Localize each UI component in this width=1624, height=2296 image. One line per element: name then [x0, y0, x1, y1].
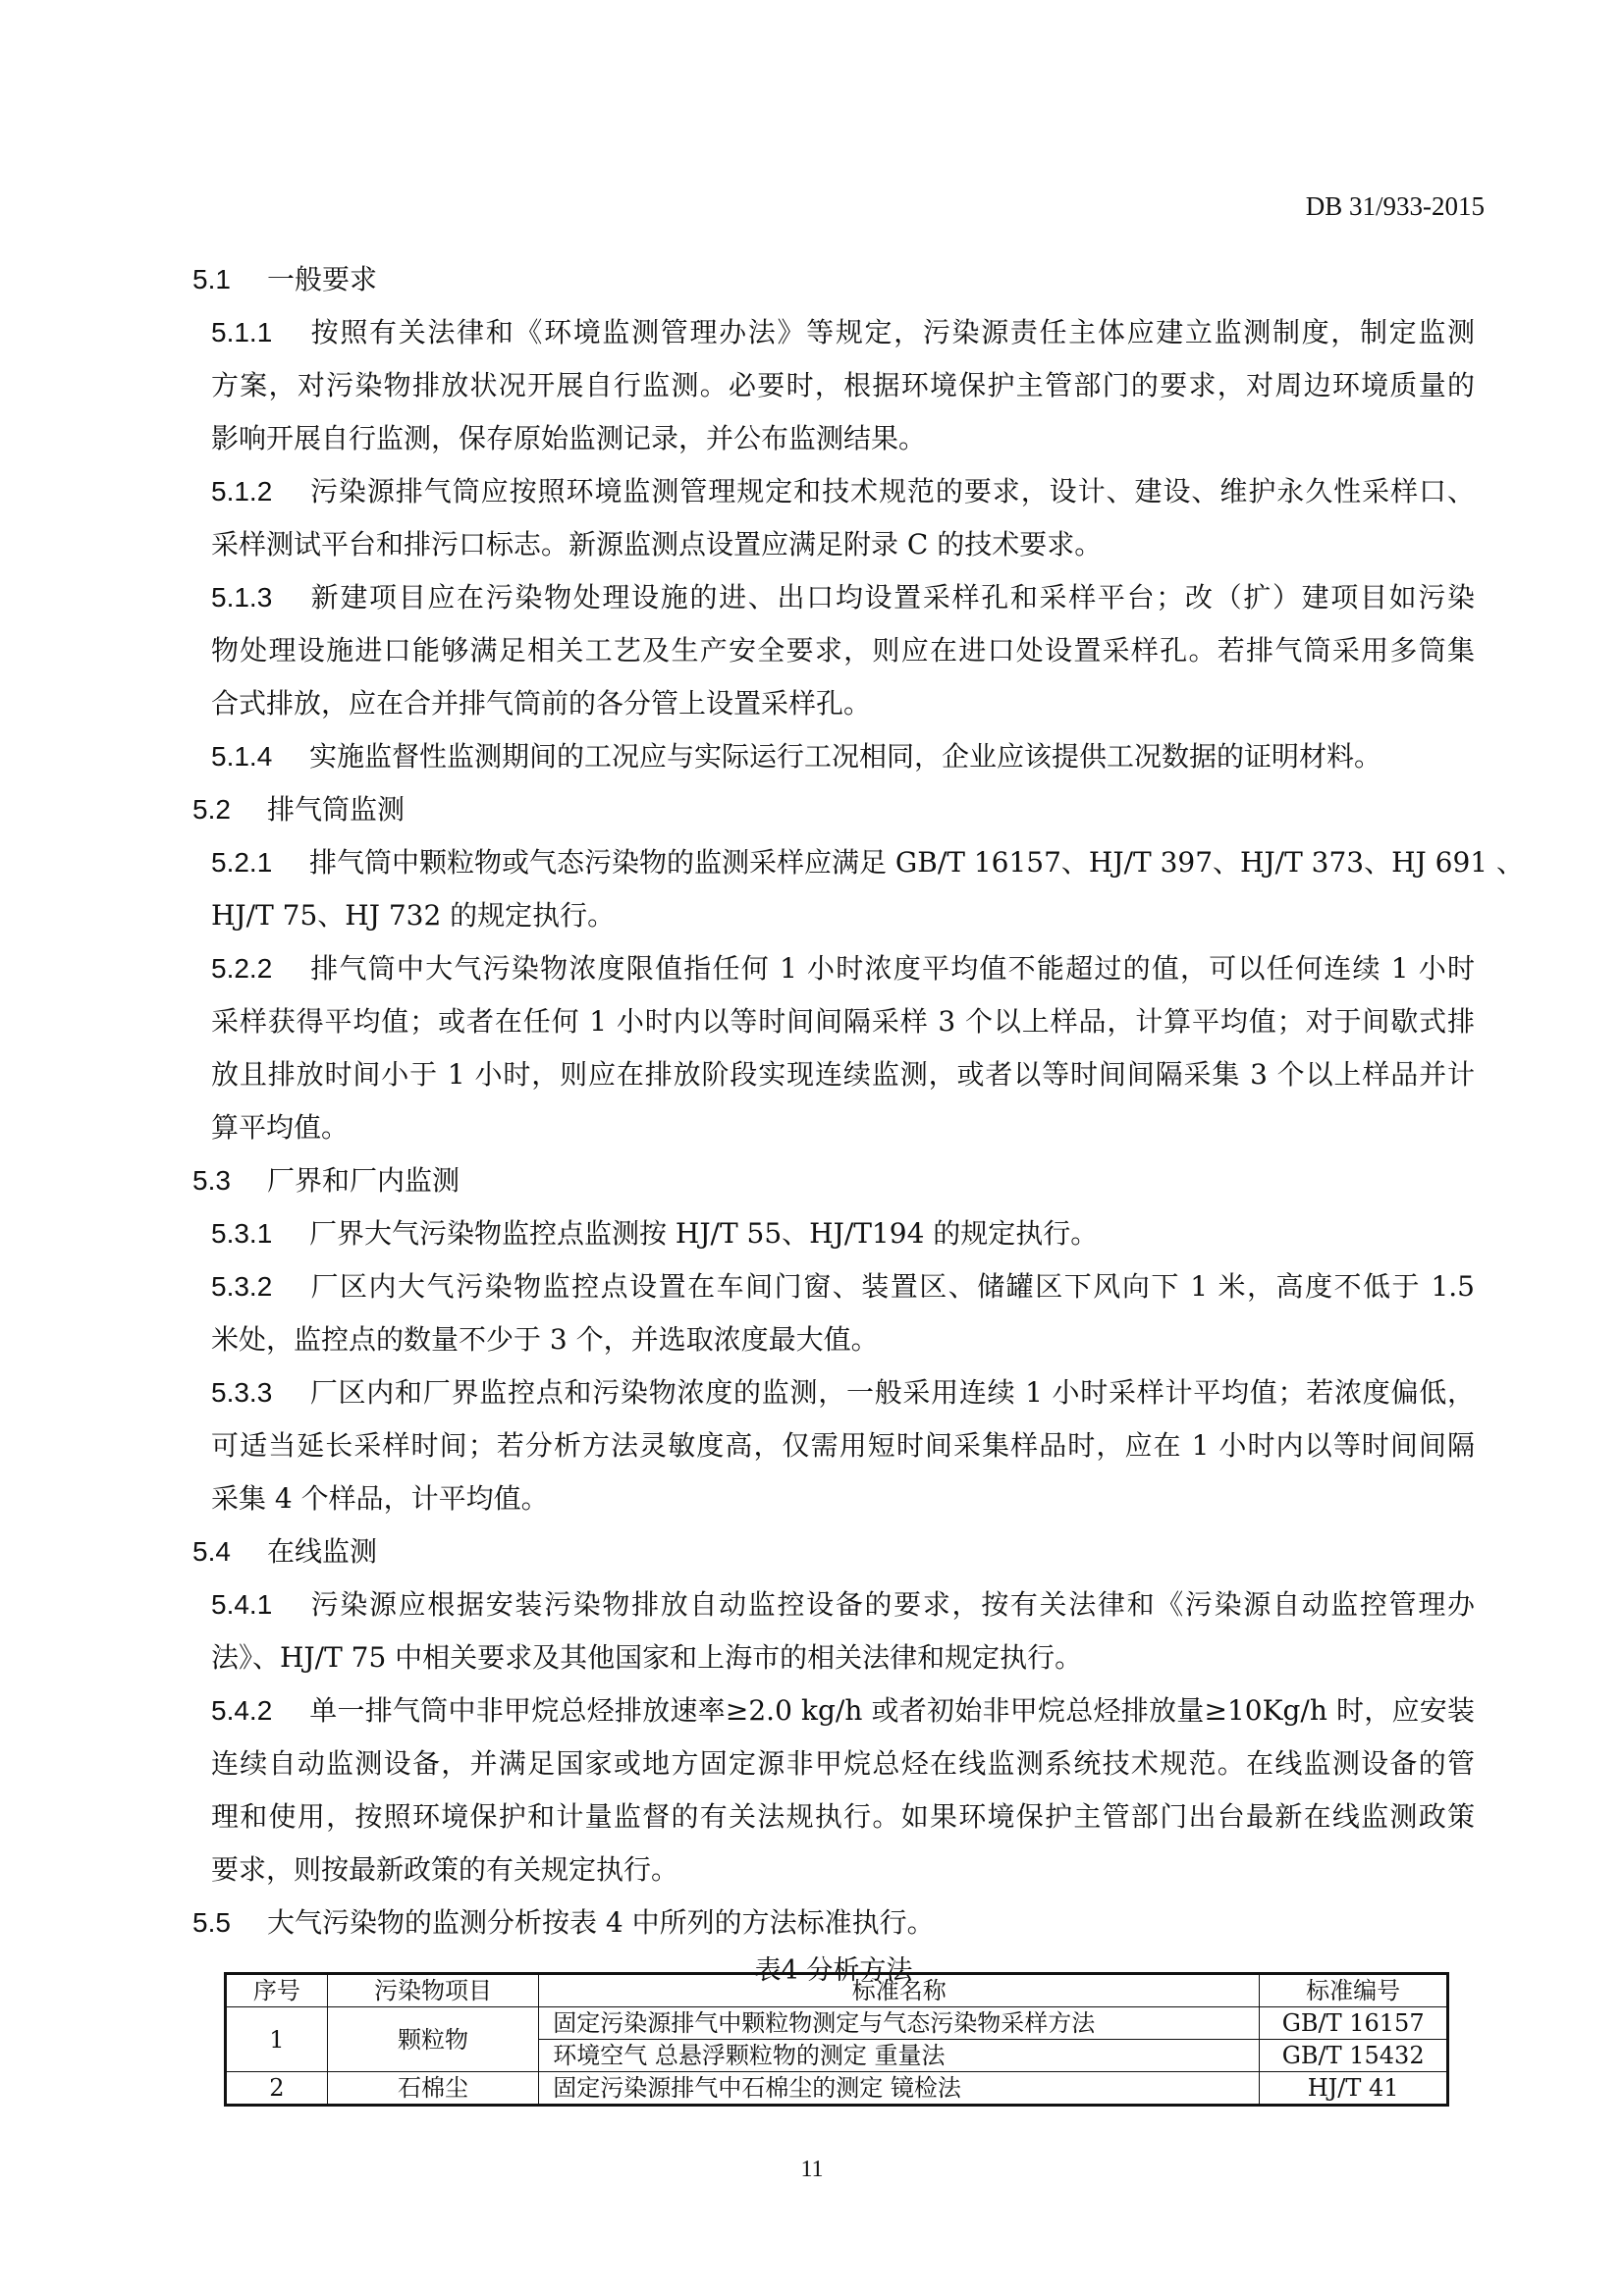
clause-text: 排气筒中颗粒物或气态污染物的监测采样应满足 GB/T 16157、HJ/T 397、HJ/T 373、HJ 691 、 — [309, 846, 1525, 879]
clause-text: 厂区内大气污染物监控点设置在车间门窗、装置区、储罐区下风向下 1 米，高度不低于 1.5 — [309, 1270, 1475, 1303]
paragraph-5-2-1-line — [192, 836, 1525, 889]
clause-number: 5.1.4 — [211, 741, 273, 772]
paragraph-5-2-2-line: 放且排放时间小于 1 小时，则应在排放阶段实现连续监测，或者以等时间间隔采集 3 个以上样品并计 — [211, 1058, 1475, 1091]
clause-text: 污染源排气筒应按照环境监测管理规定和技术规范的要求，设计、建设、维护永久性采样口、 — [309, 475, 1475, 507]
clause-number: 5.2.2 — [211, 953, 273, 984]
table-cell-item: 颗粒物 — [327, 2007, 538, 2072]
clause-text: 排气筒中大气污染物浓度限值指任何 1 小时浓度平均值不能超过的值，可以任何连续 1 小时 — [309, 952, 1475, 985]
paragraph-5-1-3-line: 物处理设施进口能够满足相关工艺及生产安全要求，则应在进口处设置采样孔。若排气筒采用多筒集 — [211, 634, 1475, 667]
paragraph-5-1-2-line — [192, 465, 1475, 518]
document-body — [192, 253, 1525, 1991]
document-code: DB 31/933-2015 — [1305, 191, 1485, 221]
table-caption: 表4 分析方法 — [754, 1955, 913, 1986]
column-header: 污染物项目 — [327, 1974, 538, 2007]
section-number: 5.1 — [192, 264, 231, 294]
paragraph-5-1-4-line — [192, 730, 1475, 783]
table-header-row — [226, 1974, 1448, 2007]
table-cell-name: 环境空气 总悬浮颗粒物的测定 重量法 — [539, 2040, 1260, 2072]
column-header: 标准名称 — [539, 1974, 1260, 2007]
paragraph-5-1-3-line — [192, 571, 1475, 624]
paragraph-5-3-3-line: 采集 4 个样品，计平均值。 — [211, 1482, 549, 1515]
clause-text: 厂区内和厂界监控点和污染物浓度的监测，一般采用连续 1 小时采样计平均值；若浓度偏低， — [309, 1376, 1475, 1409]
clause-text: 单一排气筒中非甲烷总烃排放速率≥2.0 kg/h 或者初始非甲烷总烃排放量≥10Kg/h 时，应安装 — [309, 1694, 1475, 1727]
paragraph-5-4-1-line — [192, 1578, 1475, 1631]
section-5-2-heading — [192, 783, 1475, 836]
section-5-3-heading — [192, 1154, 1475, 1207]
table-row — [226, 2007, 1448, 2040]
section-number: 5.4 — [192, 1536, 231, 1567]
paragraph-5-2-1-line: HJ/T 75、HJ 732 的规定执行。 — [211, 899, 616, 932]
paragraph-5-1-2-line: 采样测试平台和排污口标志。新源监测点设置应满足附录 C 的技术要求。 — [211, 528, 1103, 561]
section-title: 一般要求 — [267, 263, 378, 295]
clause-number: 5.3.3 — [211, 1377, 273, 1408]
clause-text: 新建项目应在污染物处理设施的进、出口均设置采样孔和采样平台；改（扩）建项目如污染 — [309, 581, 1475, 614]
table-row — [226, 2072, 1448, 2106]
clause-number: 5.4.1 — [211, 1589, 273, 1620]
table-cell-name: 固定污染源排气中颗粒物测定与气态污染物采样方法 — [539, 2007, 1260, 2040]
clause-text: 厂界大气污染物监控点监测按 HJ/T 55、HJ/T194 的规定执行。 — [309, 1217, 1099, 1250]
analysis-methods-table — [224, 1972, 1449, 2107]
table-cell-name: 固定污染源排气中石棉尘的测定 镜检法 — [539, 2072, 1260, 2106]
table-cell-no: 2 — [226, 2072, 328, 2106]
paragraph-5-3-2-line — [192, 1260, 1475, 1313]
column-header: 标准编号 — [1260, 1974, 1448, 2007]
section-title: 厂界和厂内监测 — [267, 1164, 460, 1197]
section-title: 大气污染物的监测分析按表 4 中所列的方法标准执行。 — [267, 1906, 935, 1939]
paragraph-5-2-2-line — [192, 942, 1475, 995]
table-cell-code: GB/T 15432 — [1260, 2040, 1448, 2072]
paragraph-5-3-1-line — [192, 1207, 1475, 1260]
clause-number: 5.1.1 — [211, 317, 273, 347]
paragraph-5-4-2-line — [192, 1684, 1475, 1737]
section-5-5-heading — [192, 1896, 1475, 1949]
paragraph-5-3-3-line — [192, 1366, 1475, 1419]
paragraph-5-3-3-line: 可适当延长采样时间；若分析方法灵敏度高，仅需用短时间采集样品时，应在 1 小时内以等时间间隔 — [211, 1429, 1475, 1462]
section-title: 排气筒监测 — [267, 793, 406, 826]
table-cell-no: 1 — [226, 2007, 328, 2072]
paragraph-5-1-1-line: 方案，对污染物排放状况开展自行监测。必要时，根据环境保护主管部门的要求，对周边环境质量的 — [211, 369, 1475, 401]
clause-number: 5.1.2 — [211, 476, 273, 507]
page-number: 11 — [800, 2157, 824, 2182]
clause-number: 5.4.2 — [211, 1695, 273, 1726]
clause-text: 实施监督性监测期间的工况应与实际运行工况相同，企业应该提供工况数据的证明材料。 — [309, 740, 1382, 773]
section-number: 5.2 — [192, 794, 231, 825]
table-cell-item: 石棉尘 — [327, 2072, 538, 2106]
clause-number: 5.1.3 — [211, 582, 273, 613]
clause-text: 按照有关法律和《环境监测管理办法》等规定，污染源责任主体应建立监测制度，制定监测 — [309, 316, 1475, 348]
paragraph-5-4-1-line: 法》、HJ/T 75 中相关要求及其他国家和上海市的相关法律和规定执行。 — [211, 1641, 1083, 1674]
paragraph-5-1-3-line: 合式排放，应在合并排气筒前的各分管上设置采样孔。 — [211, 687, 872, 720]
paragraph-5-1-1-line — [192, 306, 1475, 359]
paragraph-5-2-2-line: 算平均值。 — [211, 1111, 350, 1144]
table-cell-code: HJ/T 41 — [1260, 2072, 1448, 2106]
section-5-1-heading — [192, 253, 1475, 306]
paragraph-5-4-2-line: 理和使用，按照环境保护和计量监督的有关法规执行。如果环境保护主管部门出台最新在线监测政策 — [211, 1800, 1475, 1833]
section-number: 5.5 — [192, 1907, 231, 1938]
clause-number: 5.3.2 — [211, 1271, 273, 1302]
clause-number: 5.2.1 — [211, 847, 273, 878]
paragraph-5-2-2-line: 采样获得平均值；或者在任何 1 小时内以等时间间隔采样 3 个以上样品，计算平均值；对于间歇式排 — [211, 1005, 1475, 1038]
clause-text: 污染源应根据安装污染物排放自动监控设备的要求，按有关法律和《污染源自动监控管理办 — [309, 1588, 1475, 1621]
section-5-4-heading — [192, 1525, 1475, 1578]
paragraph-5-4-2-line: 连续自动监测设备，并满足国家或地方固定源非甲烷总烃在线监测系统技术规范。在线监测设备的管 — [211, 1747, 1475, 1780]
section-title: 在线监测 — [267, 1535, 378, 1568]
paragraph-5-4-2-line: 要求，则按最新政策的有关规定执行。 — [211, 1853, 679, 1886]
clause-number: 5.3.1 — [211, 1218, 273, 1249]
paragraph-5-3-2-line: 米处，监控点的数量不少于 3 个，并选取浓度最大值。 — [211, 1323, 879, 1356]
column-header: 序号 — [226, 1974, 328, 2007]
paragraph-5-1-1-line: 影响开展自行监测，保存原始监测记录，并公布监测结果。 — [211, 422, 927, 454]
section-number: 5.3 — [192, 1165, 231, 1196]
table-cell-code: GB/T 16157 — [1260, 2007, 1448, 2040]
